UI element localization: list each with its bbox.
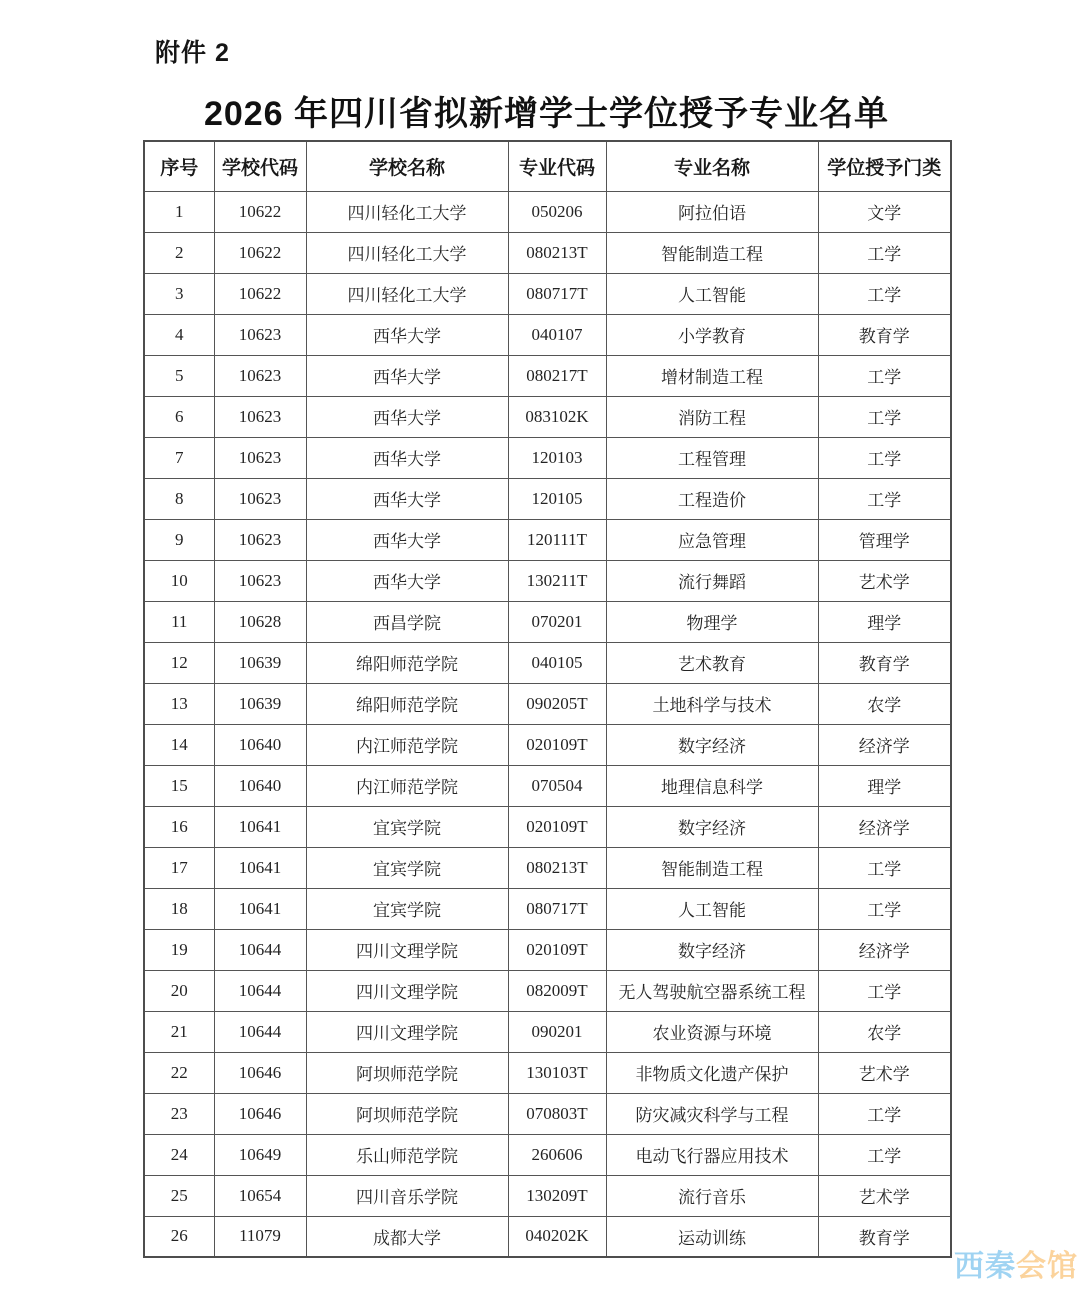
table-cell: 工程造价 <box>606 478 818 519</box>
table-cell: 4 <box>144 314 214 355</box>
table-cell: 文学 <box>818 191 951 232</box>
table-cell: 四川轻化工大学 <box>306 273 508 314</box>
table-cell: 四川音乐学院 <box>306 1175 508 1216</box>
table-row <box>144 806 951 847</box>
table-cell: 11079 <box>214 1216 306 1257</box>
column-header: 专业代码 <box>508 141 606 191</box>
table-row <box>144 724 951 765</box>
table-cell: 工学 <box>818 888 951 929</box>
column-header: 专业名称 <box>606 141 818 191</box>
table-cell: 工学 <box>818 437 951 478</box>
attachment-label: 附件 2 <box>155 39 230 67</box>
table-cell: 人工智能 <box>606 273 818 314</box>
table-cell: 智能制造工程 <box>606 232 818 273</box>
table-row <box>144 642 951 683</box>
table-cell: 130211T <box>508 560 606 601</box>
table-cell: 农学 <box>818 683 951 724</box>
table-cell: 070803T <box>508 1093 606 1134</box>
table-cell: 西华大学 <box>306 519 508 560</box>
table-row <box>144 888 951 929</box>
watermark <box>954 1241 1078 1285</box>
table-cell: 10640 <box>214 765 306 806</box>
column-header: 学位授予门类 <box>818 141 951 191</box>
table-cell: 阿坝师范学院 <box>306 1052 508 1093</box>
table-cell: 10644 <box>214 970 306 1011</box>
table-row <box>144 519 951 560</box>
table-cell: 应急管理 <box>606 519 818 560</box>
table-cell: 040107 <box>508 314 606 355</box>
table-cell: 19 <box>144 929 214 970</box>
table-cell: 040105 <box>508 642 606 683</box>
column-header: 序号 <box>144 141 214 191</box>
table-cell: 乐山师范学院 <box>306 1134 508 1175</box>
table-row <box>144 478 951 519</box>
table-cell: 西华大学 <box>306 314 508 355</box>
table-cell: 艺术教育 <box>606 642 818 683</box>
column-header: 学校代码 <box>214 141 306 191</box>
table-cell: 22 <box>144 1052 214 1093</box>
table-row <box>144 970 951 1011</box>
table-cell: 艺术学 <box>818 560 951 601</box>
table-cell: 四川轻化工大学 <box>306 232 508 273</box>
table-cell: 6 <box>144 396 214 437</box>
table-cell: 10646 <box>214 1052 306 1093</box>
table-cell: 工学 <box>818 847 951 888</box>
table-cell: 10641 <box>214 888 306 929</box>
table-cell: 四川文理学院 <box>306 970 508 1011</box>
table-cell: 10640 <box>214 724 306 765</box>
table-cell: 9 <box>144 519 214 560</box>
table-cell: 10644 <box>214 1011 306 1052</box>
table-cell: 10622 <box>214 273 306 314</box>
table-cell: 020109T <box>508 724 606 765</box>
table-cell: 农业资源与环境 <box>606 1011 818 1052</box>
table-row <box>144 191 951 232</box>
table-cell: 10623 <box>214 519 306 560</box>
table-cell: 内江师范学院 <box>306 724 508 765</box>
table-cell: 地理信息科学 <box>606 765 818 806</box>
table-cell: 3 <box>144 273 214 314</box>
table-cell: 18 <box>144 888 214 929</box>
page-title: 2026 年四川省拟新增学士学位授予专业名单 <box>203 95 890 133</box>
table-cell: 16 <box>144 806 214 847</box>
table-body <box>144 191 951 1257</box>
table-cell: 10623 <box>214 437 306 478</box>
table-cell: 西华大学 <box>306 560 508 601</box>
table-cell: 050206 <box>508 191 606 232</box>
table-cell: 10654 <box>214 1175 306 1216</box>
table-cell: 数字经济 <box>606 929 818 970</box>
table-cell: 090205T <box>508 683 606 724</box>
table-cell: 14 <box>144 724 214 765</box>
table-cell: 25 <box>144 1175 214 1216</box>
table-cell: 教育学 <box>818 642 951 683</box>
table-cell: 理学 <box>818 601 951 642</box>
table-cell: 艺术学 <box>818 1175 951 1216</box>
table-cell: 管理学 <box>818 519 951 560</box>
watermark-part-1: 西秦 <box>954 1250 1016 1283</box>
table-cell: 无人驾驶航空器系统工程 <box>606 970 818 1011</box>
table-cell: 经济学 <box>818 929 951 970</box>
table-cell: 阿坝师范学院 <box>306 1093 508 1134</box>
table-cell: 080217T <box>508 355 606 396</box>
table-cell: 绵阳师范学院 <box>306 642 508 683</box>
table-cell: 080213T <box>508 847 606 888</box>
table-cell: 流行音乐 <box>606 1175 818 1216</box>
table-row <box>144 847 951 888</box>
table-cell: 四川文理学院 <box>306 929 508 970</box>
table-cell: 人工智能 <box>606 888 818 929</box>
table-cell: 5 <box>144 355 214 396</box>
table-cell: 120103 <box>508 437 606 478</box>
table-cell: 10623 <box>214 478 306 519</box>
table-row <box>144 437 951 478</box>
watermark-part-2: 会馆 <box>1016 1250 1078 1283</box>
table-cell: 130209T <box>508 1175 606 1216</box>
table-row <box>144 396 951 437</box>
table-row <box>144 1093 951 1134</box>
table-cell: 农学 <box>818 1011 951 1052</box>
table-cell: 083102K <box>508 396 606 437</box>
table-cell: 10622 <box>214 232 306 273</box>
table-cell: 工学 <box>818 355 951 396</box>
table-cell: 070504 <box>508 765 606 806</box>
table-cell: 流行舞蹈 <box>606 560 818 601</box>
table-cell: 经济学 <box>818 724 951 765</box>
table-row <box>144 560 951 601</box>
table-cell: 西华大学 <box>306 396 508 437</box>
table-cell: 经济学 <box>818 806 951 847</box>
table-cell: 西华大学 <box>306 355 508 396</box>
table-cell: 080213T <box>508 232 606 273</box>
table-cell: 教育学 <box>818 314 951 355</box>
table-cell: 宜宾学院 <box>306 806 508 847</box>
table-cell: 西华大学 <box>306 478 508 519</box>
table-row <box>144 1011 951 1052</box>
table-cell: 小学教育 <box>606 314 818 355</box>
table-cell: 西昌学院 <box>306 601 508 642</box>
table-cell: 10644 <box>214 929 306 970</box>
table-cell: 工学 <box>818 1093 951 1134</box>
table-cell: 10649 <box>214 1134 306 1175</box>
table-cell: 10639 <box>214 683 306 724</box>
table-cell: 090201 <box>508 1011 606 1052</box>
table-cell: 260606 <box>508 1134 606 1175</box>
table-row <box>144 601 951 642</box>
table-cell: 阿拉伯语 <box>606 191 818 232</box>
table-cell: 数字经济 <box>606 724 818 765</box>
table-cell: 成都大学 <box>306 1216 508 1257</box>
table-cell: 11 <box>144 601 214 642</box>
table-cell: 工程管理 <box>606 437 818 478</box>
table-row <box>144 765 951 806</box>
table-row <box>144 1052 951 1093</box>
table-cell: 物理学 <box>606 601 818 642</box>
table-cell: 10641 <box>214 847 306 888</box>
table-cell: 23 <box>144 1093 214 1134</box>
table-cell: 13 <box>144 683 214 724</box>
table-cell: 2 <box>144 232 214 273</box>
table-cell: 艺术学 <box>818 1052 951 1093</box>
table-cell: 120105 <box>508 478 606 519</box>
table-row <box>144 1216 951 1257</box>
table-cell: 10628 <box>214 601 306 642</box>
table-cell: 020109T <box>508 806 606 847</box>
table-cell: 宜宾学院 <box>306 847 508 888</box>
table-row <box>144 232 951 273</box>
table-cell: 工学 <box>818 970 951 1011</box>
table-cell: 24 <box>144 1134 214 1175</box>
table-cell: 工学 <box>818 273 951 314</box>
table-cell: 运动训练 <box>606 1216 818 1257</box>
table-cell: 040202K <box>508 1216 606 1257</box>
table-cell: 10639 <box>214 642 306 683</box>
table-cell: 防灾减灾科学与工程 <box>606 1093 818 1134</box>
table-cell: 工学 <box>818 478 951 519</box>
table-cell: 15 <box>144 765 214 806</box>
table-cell: 020109T <box>508 929 606 970</box>
table-cell: 130103T <box>508 1052 606 1093</box>
table-cell: 工学 <box>818 232 951 273</box>
table-cell: 10622 <box>214 191 306 232</box>
table-cell: 082009T <box>508 970 606 1011</box>
table-cell: 智能制造工程 <box>606 847 818 888</box>
table-cell: 四川轻化工大学 <box>306 191 508 232</box>
table-cell: 21 <box>144 1011 214 1052</box>
table-cell: 120111T <box>508 519 606 560</box>
table-cell: 17 <box>144 847 214 888</box>
table-row <box>144 273 951 314</box>
table-cell: 工学 <box>818 1134 951 1175</box>
table-cell: 数字经济 <box>606 806 818 847</box>
degree-programs-table <box>143 140 952 1258</box>
column-header: 学校名称 <box>306 141 508 191</box>
table-cell: 070201 <box>508 601 606 642</box>
table-cell: 土地科学与技术 <box>606 683 818 724</box>
table-cell: 西华大学 <box>306 437 508 478</box>
table-cell: 增材制造工程 <box>606 355 818 396</box>
table-row <box>144 355 951 396</box>
table-row <box>144 683 951 724</box>
table-row <box>144 1175 951 1216</box>
table-cell: 10641 <box>214 806 306 847</box>
table-cell: 工学 <box>818 396 951 437</box>
table-cell: 080717T <box>508 888 606 929</box>
table-cell: 10623 <box>214 355 306 396</box>
table-cell: 20 <box>144 970 214 1011</box>
table-cell: 电动飞行器应用技术 <box>606 1134 818 1175</box>
table-cell: 10623 <box>214 560 306 601</box>
table-cell: 绵阳师范学院 <box>306 683 508 724</box>
table-cell: 12 <box>144 642 214 683</box>
table-row <box>144 1134 951 1175</box>
table-cell: 10 <box>144 560 214 601</box>
table-cell: 080717T <box>508 273 606 314</box>
table-cell: 宜宾学院 <box>306 888 508 929</box>
table-cell: 26 <box>144 1216 214 1257</box>
table-cell: 内江师范学院 <box>306 765 508 806</box>
table-cell: 10623 <box>214 314 306 355</box>
table-cell: 消防工程 <box>606 396 818 437</box>
table-cell: 理学 <box>818 765 951 806</box>
table-cell: 8 <box>144 478 214 519</box>
table-cell: 10623 <box>214 396 306 437</box>
table-cell: 10646 <box>214 1093 306 1134</box>
table-header-row <box>144 141 951 191</box>
table-row <box>144 929 951 970</box>
table-cell: 四川文理学院 <box>306 1011 508 1052</box>
table-cell: 非物质文化遗产保护 <box>606 1052 818 1093</box>
table-cell: 1 <box>144 191 214 232</box>
table-cell: 7 <box>144 437 214 478</box>
table-row <box>144 314 951 355</box>
table-cell: 教育学 <box>818 1216 951 1257</box>
